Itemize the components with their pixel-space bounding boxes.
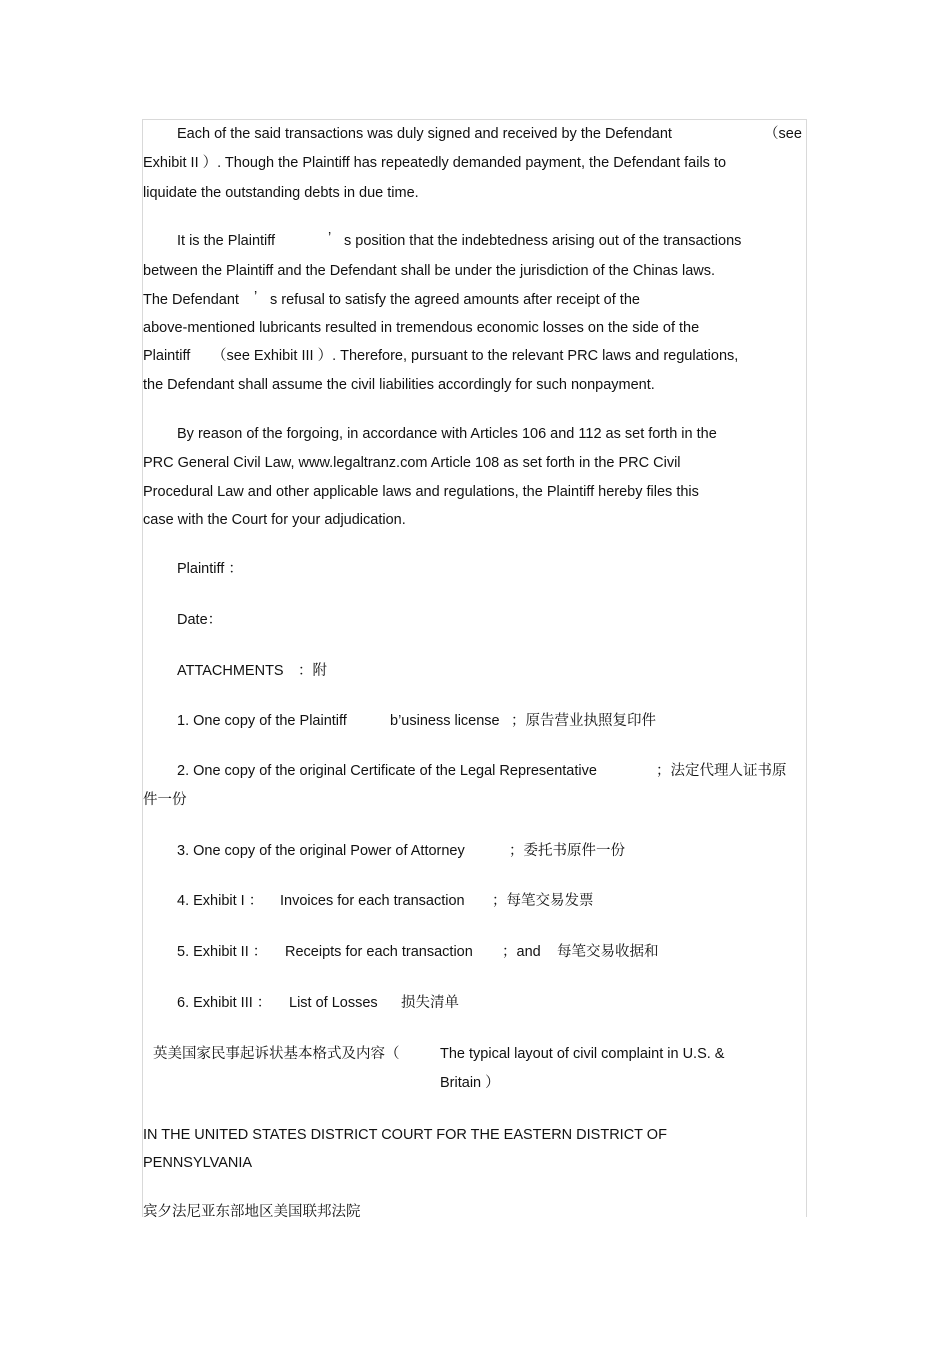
attachment-2-cn-cont: 件一份 — [143, 792, 187, 808]
paragraph-2-line-6: the Defendant shall assume the civil liabilities accordingly for such nonpayment. — [143, 377, 655, 393]
apostrophe-mark: ’ — [328, 230, 332, 246]
attachment-1-en: 1. One copy of the Plaintiff — [177, 713, 347, 729]
section-heading-en-1: The typical layout of civil complaint in U.S. & — [440, 1046, 725, 1062]
attachment-2-en: 2. One copy of the original Certificate of the Legal Representative — [177, 763, 597, 779]
paragraph-2-line-3b: s refusal to satisfy the agreed amounts after receipt of the — [270, 292, 640, 308]
attachment-3-cn: ；委托书原件一份 — [509, 843, 625, 859]
plaintiff-label: Plaintiff ： — [177, 561, 243, 577]
attachment-4-label: 4. Exhibit I ： — [177, 893, 264, 909]
attachment-2-cn: ；法定代理人证书原 — [656, 763, 787, 779]
section-heading-cn: 英美国家民事起诉状基本格式及内容（ — [153, 1046, 400, 1062]
paragraph-2-line-5b: （see Exhibit III ）. Therefore, pursuant to the relevant PRC laws and regulations, — [212, 348, 739, 364]
attachment-5-label: 5. Exhibit II ： — [177, 944, 268, 960]
court-title-line-1: IN THE UNITED STATES DISTRICT COURT FOR THE EASTERN DISTRICT OF — [143, 1127, 667, 1143]
paragraph-2-line-2: between the Plaintiff and the Defendant shall be under the jurisdiction of the Chinas laws. — [143, 263, 716, 279]
paragraph-2-line-4: above-mentioned lubricants resulted in tremendous economic losses on the side of the — [143, 320, 700, 336]
paragraph-3-line-4: case with the Court for your adjudication. — [143, 512, 406, 528]
apostrophe-mark: ’ — [254, 289, 258, 305]
attachment-3-en: 3. One copy of the original Power of Attorney — [177, 843, 465, 859]
attachment-1-cn: ；原告营业执照复印件 — [511, 713, 656, 729]
date-label: Date： — [177, 612, 223, 628]
paragraph-2-line-1b: s position that the indebtedness arising out of the transactions — [344, 233, 742, 249]
paragraph-3-line-2: PRC General Civil Law, www.legaltranz.com Article 108 as set forth in the PRC Civil — [143, 455, 681, 471]
attachment-4-cn: ；每笔交易发票 — [492, 893, 594, 909]
paragraph-3-line-1: By reason of the forgoing, in accordance with Articles 106 and 112 as set forth in the — [177, 426, 717, 442]
attachment-5-cn: 每笔交易收据和 — [557, 944, 659, 960]
section-heading-en-2: Britain ） — [440, 1075, 500, 1091]
attachment-5-and: ；and — [502, 944, 541, 960]
paragraph-3-line-3: Procedural Law and other applicable laws and regulations, the Plaintiff hereby files this — [143, 484, 699, 500]
court-title-line-2: PENNSYLVANIA — [143, 1155, 253, 1171]
paragraph-1-line-2: Exhibit II ）. Though the Plaintiff has repeatedly demanded payment, the Defendant fails to — [143, 155, 727, 171]
paragraph-2-line-1a: It is the Plaintiff — [177, 233, 276, 249]
paragraph-1-line-1: Each of the said transactions was duly signed and received by the Defendant — [177, 126, 672, 142]
attachment-1-en-2: b’usiness license — [390, 713, 500, 729]
attachments-colon: ：附 — [298, 663, 327, 679]
attachments-label: ATTACHMENTS — [177, 663, 284, 679]
paragraph-2-line-3a: The Defendant — [143, 292, 239, 308]
attachment-6-cn: 损失清单 — [401, 995, 459, 1011]
attachment-6-label: 6. Exhibit III ： — [177, 995, 272, 1011]
paragraph-2-line-5a: Plaintiff — [143, 348, 191, 364]
attachment-5-en: Receipts for each transaction — [285, 944, 473, 960]
paragraph-1-line-1-tail: （see — [764, 126, 802, 142]
attachment-4-en: Invoices for each transaction — [280, 893, 465, 909]
attachment-6-en: List of Losses — [289, 995, 378, 1011]
court-title-cn: 宾夕法尼亚东部地区美国联邦法院 — [143, 1204, 361, 1220]
paragraph-1-line-3: liquidate the outstanding debts in due time. — [143, 185, 419, 201]
